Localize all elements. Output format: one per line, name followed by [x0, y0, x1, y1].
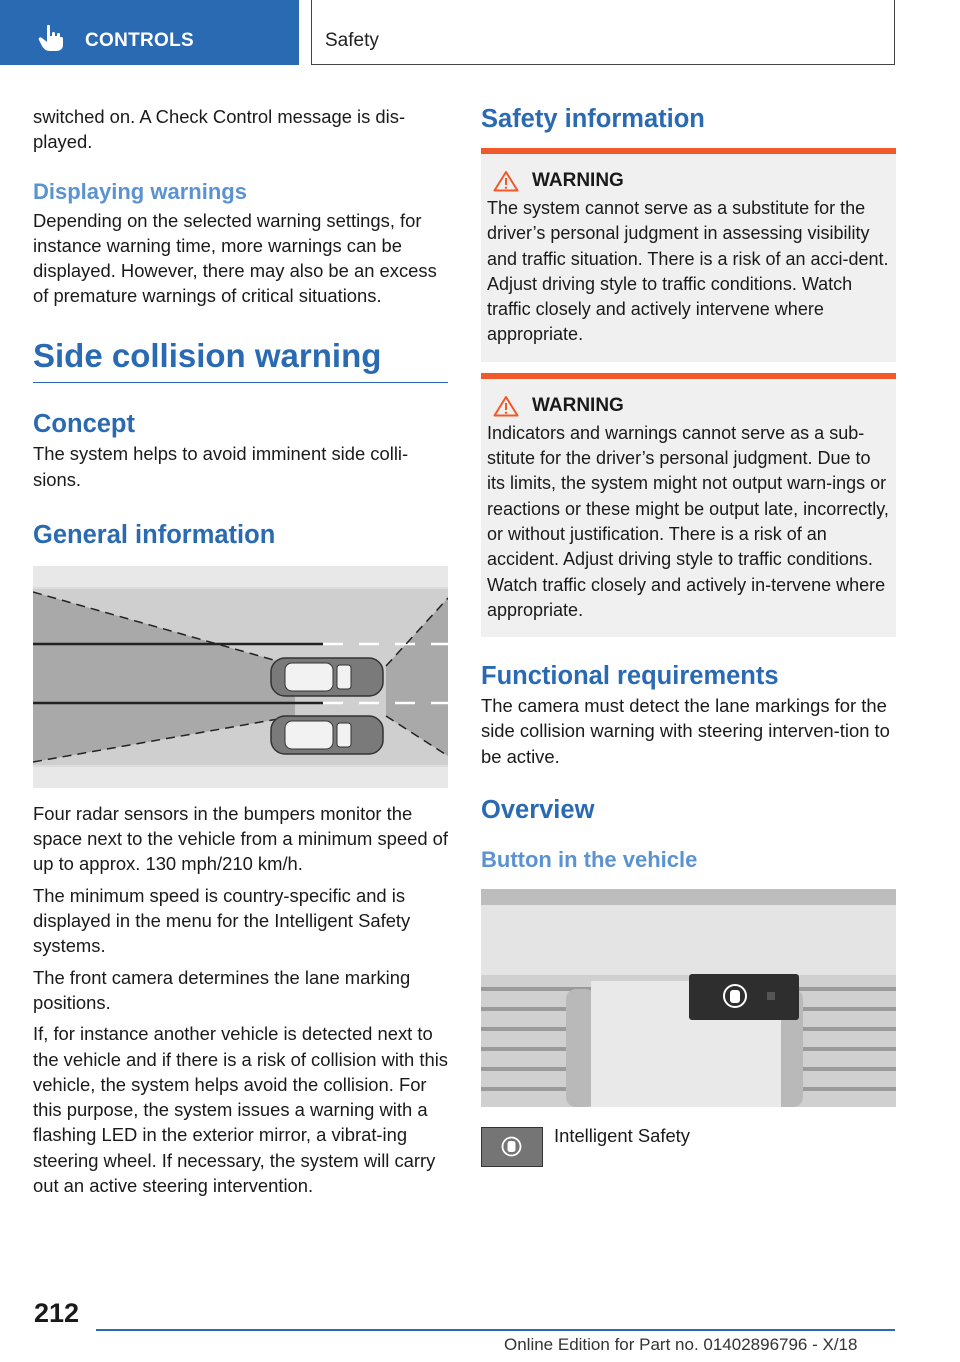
- intro-text: switched on. A Check Control message is dis‐played.: [33, 106, 406, 153]
- section-header: [311, 0, 895, 65]
- paragraph: If, for instance another vehicle is detected next to the vehicle and if there is a risk of collision with this vehicle, the system helps avoid the collision. For this purpose, the system issues a warning with a flashing LED in the exterior mirror, a vibrat‐ing steering wheel. If necessary, the system will carry out an active steering intervention.: [33, 1023, 449, 1197]
- warning-text: Indicators and warnings cannot serve as a sub‐stitute for the driver’s personal judgment. Due to its limits, the system might not output warn‐ings or reactions or these might be output late, incorrectly, or without justification. There is a risk of an accident. Adjust driving style to traffic conditions. Watch traffic closely and actively in‐tervene where appropriate.: [487, 422, 889, 620]
- warning-box: [481, 148, 896, 362]
- concept-text: The system helps to avoid imminent side colli‐sions.: [33, 443, 409, 490]
- paragraph: The front camera determines the lane marking positions.: [33, 966, 411, 1013]
- paragraph: Four radar sensors in the bumpers monitor the space next to the vehicle from a minimum speed of up to approx. 130 mph/210 km/h.: [33, 802, 449, 875]
- functional-requirements-heading: Functional requirements: [481, 662, 779, 691]
- hand-pointer-icon: [38, 24, 64, 52]
- safety-information-heading: Safety information: [481, 105, 705, 133]
- warning-text: The system cannot serve as a substitute for the driver’s personal judgment in assessing visibility and traffic situation. There is a risk of an acci‐dent. Adjust driving style to traffic conditions. Watch traffic closely and actively intervene where appropriate.: [487, 198, 889, 345]
- chapter-tab-label: CONTROLS: [85, 30, 195, 51]
- page-number: 212: [34, 1298, 80, 1328]
- title-rule: [33, 382, 448, 384]
- button-legend-label: Intelligent Safety: [554, 1125, 690, 1147]
- edition-text: Online Edition for Part no. 01402896796 - X/18: [504, 1335, 858, 1354]
- car-top-icon: [271, 658, 383, 696]
- displaying-warnings-heading: Displaying warnings: [33, 178, 247, 204]
- warning-box: [481, 373, 896, 637]
- chapter-tab[interactable]: [0, 0, 299, 65]
- displaying-warnings-text: Depending on the selected warning settings, for instance warning time, more warnings can be displayed. However, there may also be an excess of premature warnings of critical situations.: [33, 209, 437, 307]
- side-collision-illustration: [33, 566, 448, 788]
- paragraph: The minimum speed is country-specific and is displayed in the menu for the Intelligent Safety systems.: [33, 884, 411, 957]
- general-information-body: [33, 801, 448, 1198]
- general-information-heading: General information: [33, 520, 276, 549]
- warning-triangle-icon: [493, 170, 519, 192]
- right-column: [481, 104, 896, 1167]
- chapter-title: Side collision warning: [33, 336, 382, 374]
- vehicle-button-photo: [481, 889, 896, 1107]
- warning-title: WARNING: [532, 394, 624, 416]
- warning-triangle-icon: [493, 395, 519, 417]
- footer-rule: [96, 1329, 895, 1331]
- car-bottom-icon: [271, 716, 383, 754]
- overview-heading: Overview: [481, 796, 595, 825]
- left-column: [33, 104, 448, 1198]
- button-in-vehicle-heading: Button in the vehicle: [481, 847, 698, 873]
- section-label: Safety: [325, 30, 379, 51]
- intelligent-safety-icon: [481, 1127, 543, 1167]
- functional-requirements-text: The camera must detect the lane markings for the side collision warning with steering interven‐tion to be active.: [481, 695, 890, 767]
- button-legend: [481, 1127, 896, 1167]
- warning-title: WARNING: [532, 170, 624, 191]
- concept-heading: Concept: [33, 410, 135, 439]
